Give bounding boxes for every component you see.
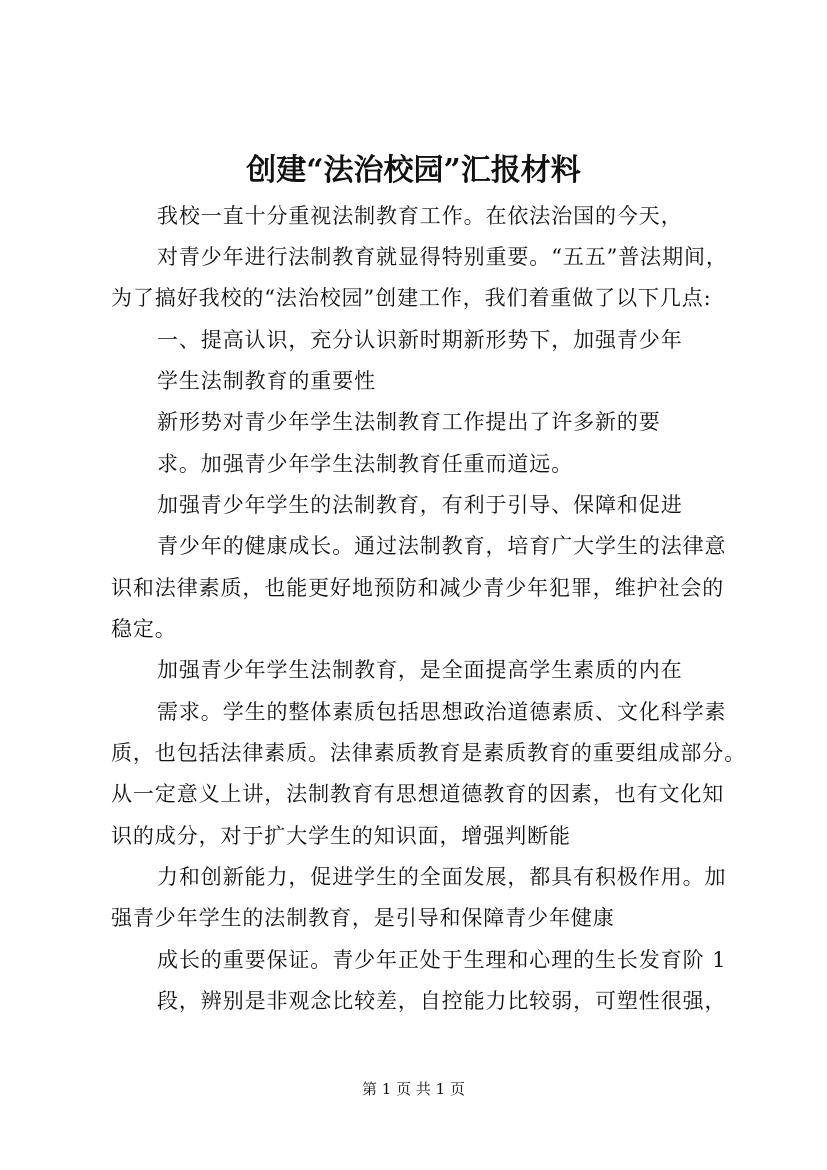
body-line: 质，也包括法律素质。法律素质教育是素质教育的重要组成部分。 (111, 741, 747, 765)
body-line: 青少年的健康成长。通过法制教育，培育广大学生的法律意 (157, 534, 727, 558)
body-line: 成长的重要保证。青少年正处于生理和心理的生长发育阶 1 (157, 948, 727, 972)
body-line: 加强青少年学生法制教育，是全面提高学生素质的内在 (157, 658, 683, 682)
body-line: 段，辨别是非观念比较差，自控能力比较弱，可塑性很强， (157, 989, 727, 1013)
document-title: 创建“法治校园”汇报材料 (246, 153, 581, 188)
body-line: 为了搞好我校的“法治校园”创建工作，我们着重做了以下几点: (111, 286, 712, 310)
body-line: 一、提高认识，充分认识新时期新形势下，加强青少年 (157, 328, 683, 352)
body-line: 求。加强青少年学生法制教育任重而道远。 (157, 452, 574, 476)
body-line: 需求。学生的整体素质包括思想政治道德素质、文化科学素 (157, 700, 727, 724)
body-line: 力和创新能力，促进学生的全面发展，都具有积极作用。加 (157, 865, 727, 889)
body-line: 强青少年学生的法制教育，是引导和保障青少年健康 (111, 906, 615, 930)
body-line: 识和法律素质，也能更好地预防和减少青少年犯罪，维护社会的 (111, 576, 725, 600)
body-line: 我校一直十分重视法制教育工作。在依法治国的今天， (157, 204, 683, 228)
body-line: 新形势对青少年学生法制教育工作提出了许多新的要 (157, 410, 661, 434)
body-line: 对青少年进行法制教育就显得特别重要。“五五”普法期间， (157, 245, 728, 269)
body-line: 从一定意义上讲，法制教育有思想道德教育的因素，也有文化知 (111, 782, 725, 806)
body-line: 稳定。 (111, 617, 177, 641)
page-number-footer: 第 1 页 共 1 页 (362, 1080, 465, 1098)
body-line: 识的成分，对于扩大学生的知识面，增强判断能 (111, 824, 571, 848)
body-line: 加强青少年学生的法制教育，有利于引导、保障和促进 (157, 493, 683, 517)
body-line: 学生法制教育的重要性 (157, 369, 376, 393)
